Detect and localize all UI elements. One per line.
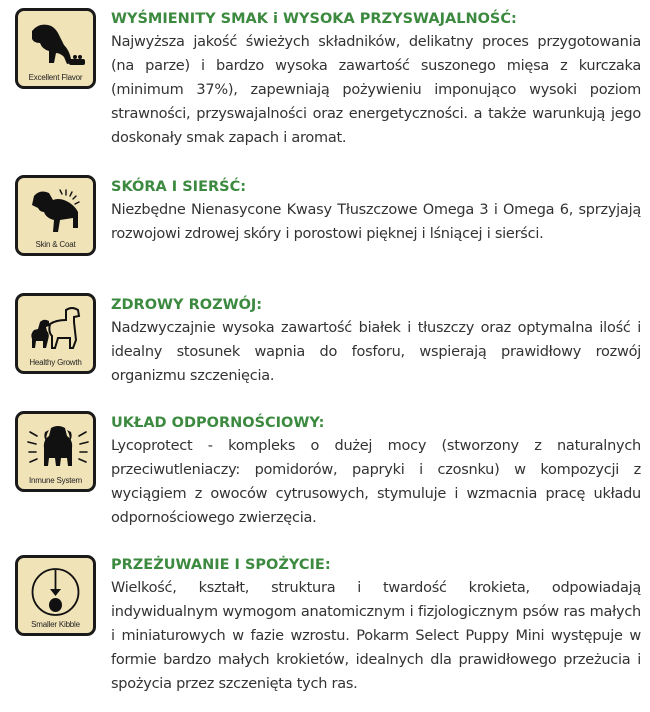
healthy-growth-badge xyxy=(15,293,96,374)
icon-caption: Smaller Kibble xyxy=(31,620,80,629)
excellent-flavor-badge xyxy=(15,8,96,89)
icon-caption: Excellent Flavor xyxy=(28,73,83,82)
feature-description: Lycoprotect - kompleks o dużej mocy (stworzony z naturalnych przeciwutleniaczy: pomidorów, papryki i czosnku) w kompozycji z wyciągiem z owoców cytrusowych, stymuluje i wzmacnia pracę układu odpornościowego zwierzęcia. xyxy=(111,438,641,526)
icon-caption: Inmune System xyxy=(29,476,82,485)
feature-title: PRZEŻUWANIE I SPOŻYCIE: xyxy=(111,557,331,573)
feature-title: SKÓRA I SIERŚĆ: xyxy=(111,179,247,195)
feature-title: WYŚMIENITY SMAK i WYSOKA PRZYSWAJALNOŚĆ: xyxy=(111,11,517,27)
icon-caption: Healthy Growth xyxy=(29,358,82,367)
feature-title: ZDROWY ROZWÓJ: xyxy=(111,297,263,313)
feature-description: Wielkość, kształt, struktura i twardość krokieta, odpowiadają indywidualnym wymogom anatomicznym i fizjologicznym psów ras małych i miniaturowych w fazie wzrostu. Pokarm Select Puppy Mini występuje w formie bardzo małych krokietów, idealnych dla prawidłowego przeżucia i spożycia przez szczenięta tych ras. xyxy=(111,580,641,692)
feature-title: UKŁAD ODPORNOŚCIOWY: xyxy=(111,415,325,431)
icon-caption: Skin & Coat xyxy=(35,240,76,249)
skin-coat-badge xyxy=(15,175,96,256)
feature-description: Nadzwyczajnie wysoka zawartość białek i tłuszczy oraz optymalna ilość i idealny stosunek wapnia do fosforu, wspierają prawidłowy rozwój organizmu szczenięcia. xyxy=(111,320,641,384)
smaller-kibble-badge xyxy=(15,555,96,636)
immune-system-badge xyxy=(15,411,96,492)
feature-description: Najwyższa jakość świeżych składników, delikatny proces przygotowania (na parze) i bardzo wysoka zawartość suszonego mięsa z kurczaka (minimum 37%), zapewniają pożywieniu imponująco wysoki poziom strawności, przyswajalności oraz energetyczności. a także warunkują jego doskonały smak zapach i aromat. xyxy=(111,34,641,146)
feature-description: Niezbędne Nienasycone Kwasy Tłuszczowe Omega 3 i Omega 6, sprzyjają rozwojowi zdrowej skóry i porostowi pięknej i lśniącej i sierści. xyxy=(111,202,641,242)
